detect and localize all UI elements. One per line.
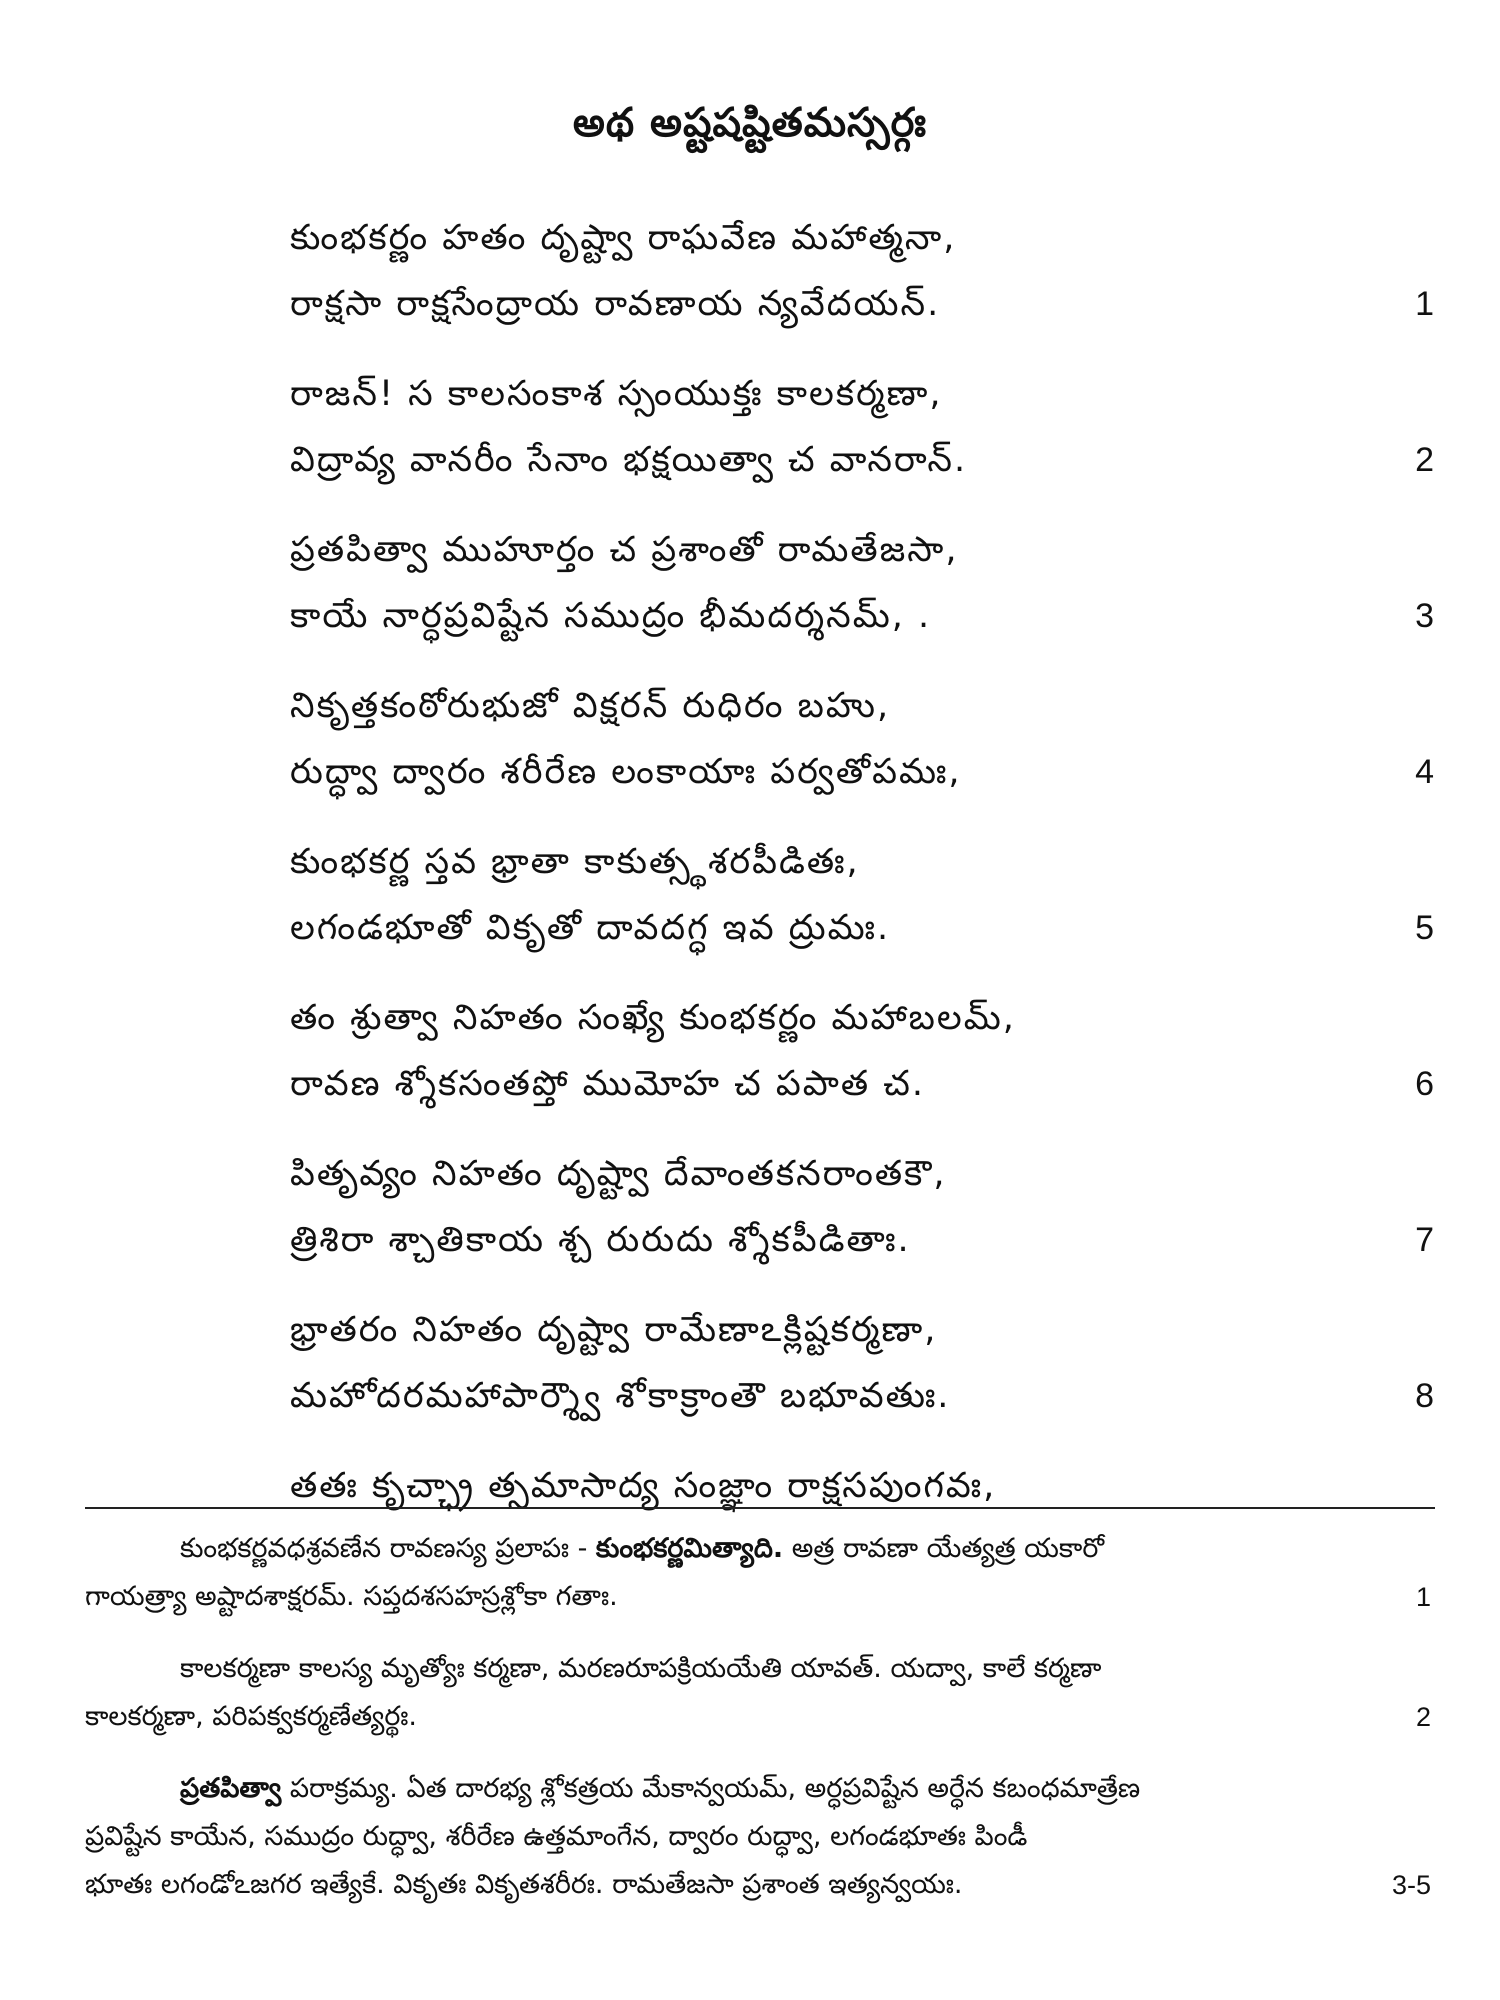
verse-number: 4 bbox=[1415, 753, 1434, 791]
verse bbox=[290, 361, 1440, 493]
commentary-number: 2 bbox=[1415, 1702, 1431, 1732]
verse-number: 5 bbox=[1415, 909, 1434, 947]
verse bbox=[290, 985, 1440, 1117]
commentary-line: కాలకర్మణా కాలస్య మృత్యోః కర్మణా, మరణరూపక్రియయేతి యావత్. యద్వా, కాలే కర్మణా bbox=[180, 1653, 1102, 1684]
verse-line: మహోదరమహాపార్శ్వౌ శోకాక్రాంతౌ బభూవతుః. bbox=[290, 1376, 951, 1416]
verse-block bbox=[290, 205, 1440, 1543]
commentary-line: కాలకర్మణా, పరిపక్వకర్మణేత్యర్థః. bbox=[85, 1701, 417, 1732]
commentary-block bbox=[85, 1525, 1435, 1933]
verse-line: రాజన్! స కాలసంకాశ స్సంయుక్తః కాలకర్మణా, bbox=[290, 374, 943, 414]
verse bbox=[290, 517, 1440, 649]
divider bbox=[85, 1507, 1435, 1509]
verse-line: కాయే నార్ధప్రవిష్టేన సముద్రం భీమదర్శనమ్, . bbox=[290, 596, 932, 636]
verse-line: తతః కృచ్ఛ్రా త్సమాసాద్య సంజ్ఞాం రాక్షసపుంగవః, bbox=[290, 1466, 997, 1506]
verse-line: లగండభూతో వికృతో దావదగ్ధ ఇవ ద్రుమః. bbox=[290, 908, 891, 948]
verse-line: కుంభకర్ణం హతం దృష్ట్వా రాఘవేణ మహాత్మనా, bbox=[290, 218, 957, 258]
verse bbox=[290, 673, 1440, 805]
commentary-number: 1 bbox=[1415, 1582, 1431, 1612]
commentary-paragraph bbox=[85, 1645, 1435, 1741]
verse bbox=[290, 1453, 1440, 1519]
verse-line: కుంభకర్ణ స్తవ భ్రాతా కాకుత్స్థశరపీడితః, bbox=[290, 842, 860, 882]
commentary-paragraph bbox=[85, 1765, 1435, 1909]
commentary-paragraph bbox=[85, 1525, 1435, 1621]
commentary-text: పరాక్రమ్య. ఏత దారభ్య శ్లోకత్రయ మేకాన్వయమ్, అర్ధప్రవిష్టేన అర్ధేన కబంధమాత్రేణ bbox=[281, 1773, 1141, 1804]
commentary-line: గాయత్ర్యా అష్టాదశాక్షరమ్. సప్తదశసహస్రశ్లోకా గతాః. bbox=[85, 1581, 618, 1612]
commentary-keyword: ప్రతపిత్వా bbox=[180, 1773, 282, 1804]
commentary-line: భూతః లగండోఽజగర ఇత్యేకే. వికృతః వికృతశరీరః. రామతేజసా ప్రశాంత ఇత్యన్వయః. bbox=[85, 1869, 963, 1900]
verse bbox=[290, 1297, 1440, 1429]
verse-line: నికృత్తకంఠోరుభుజో విక్షరన్ రుధిరం బహు, bbox=[290, 686, 891, 726]
commentary-text: కుంభకర్ణవధశ్రవణేన రావణస్య ప్రలాపః - bbox=[180, 1533, 596, 1564]
verse bbox=[290, 205, 1440, 337]
verse bbox=[290, 829, 1440, 961]
commentary-number: 3-5 bbox=[1391, 1870, 1431, 1900]
verse-number: 2 bbox=[1415, 441, 1434, 479]
commentary-line bbox=[85, 1525, 1435, 1573]
verse-line: భ్రాతరం నిహతం దృష్ట్వా రామేణాఽక్లిష్టకర్మణా, bbox=[290, 1310, 938, 1350]
chapter-title: అథ అష్టషష్టితమస్సర్గః bbox=[572, 100, 928, 146]
verse-line: త్రిశిరా శ్చాతికాయ శ్చ రురుదు శ్శోకపీడితాః. bbox=[290, 1220, 911, 1260]
commentary-keyword: కుంభకర్ణమిత్యాది. bbox=[595, 1533, 784, 1564]
verse-number: 7 bbox=[1415, 1221, 1434, 1259]
verse-line: విద్రావ్య వానరీం సేనాం భక్షయిత్వా చ వానరాన్. bbox=[290, 440, 968, 480]
commentary-line bbox=[85, 1765, 1435, 1813]
verse-line: తం శ్రుత్వా నిహతం సంఖ్యే కుంభకర్ణం మహాబలమ్, bbox=[290, 998, 1016, 1038]
verse-line: రాక్షసా రాక్షసేంద్రాయ రావణాయ న్యవేదయన్. bbox=[290, 284, 941, 324]
verse-line: పితృవ్యం నిహతం దృష్ట్వా దేవాంతకనరాంతకౌ, bbox=[290, 1154, 947, 1194]
verse bbox=[290, 1141, 1440, 1273]
verse-line: రుద్ధ్వా ద్వారం శరీరేణ లంకాయాః పర్వతోపమః, bbox=[290, 752, 962, 792]
verse-line: రావణ శ్శోకసంతప్తో ముమోహ చ పపాత చ. bbox=[290, 1064, 925, 1104]
commentary-line: ప్రవిష్టేన కాయేన, సముద్రం రుద్ధ్వా, శరీరేణ ఉత్తమాంగేన, ద్వారం రుద్ధ్వా, లగండభూతః పిండీ bbox=[85, 1821, 1028, 1852]
commentary-text: అత్ర రావణా యేత్యత్ర యకారో bbox=[783, 1533, 1104, 1564]
verse-line: ప్రతపిత్వా ముహూర్తం చ ప్రశాంతో రామతేజసా, bbox=[290, 530, 959, 570]
verse-number: 8 bbox=[1415, 1377, 1434, 1415]
verse-number: 3 bbox=[1415, 597, 1434, 635]
verse-number: 6 bbox=[1415, 1065, 1434, 1103]
verse-number: 1 bbox=[1415, 285, 1434, 323]
